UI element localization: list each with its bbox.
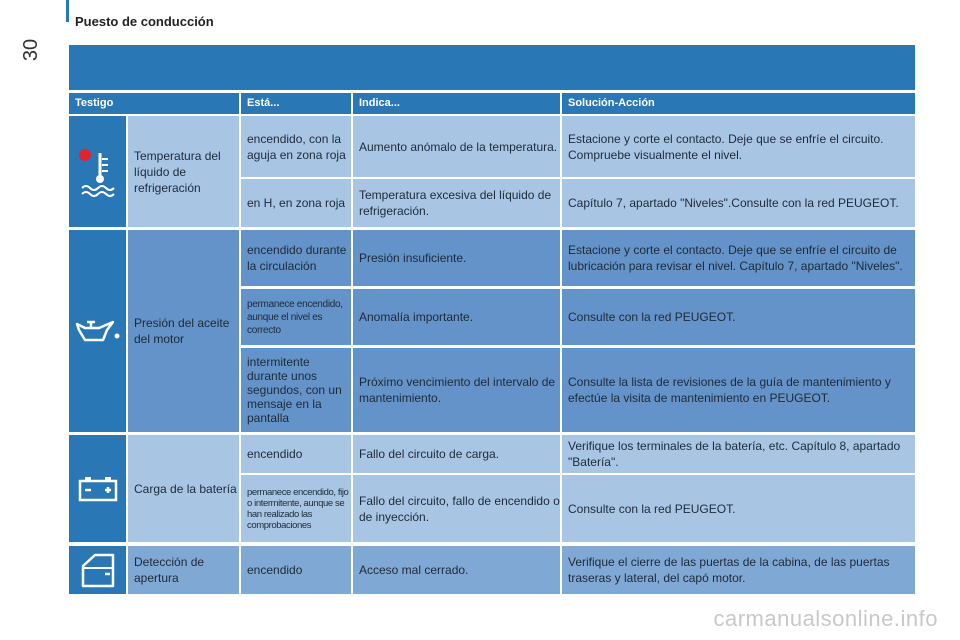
esta-cell: encendido — [241, 546, 351, 594]
solucion-cell: Estacione y corte el contacto. Deje que se enfríe el circuito de lubricación para revisar el nivel. Capítulo 7, apartado "Niveles". — [562, 230, 915, 286]
coolant-temperature-icon — [69, 116, 126, 227]
esta-cell: en H, en zona roja — [241, 179, 351, 227]
indica-cell: Acceso mal cerrado. — [353, 546, 560, 594]
esta-cell: encendido, con la aguja en zona roja — [241, 116, 351, 177]
battery-icon — [69, 435, 126, 542]
solucion-cell: Consulte la lista de revisiones de la guía de mantenimiento y efectúe la visita de mantenimiento en PEUGEOT. — [562, 348, 915, 432]
section-marker-bar — [66, 0, 69, 22]
solucion-cell: Capítulo 7, apartado "Niveles".Consulte con la red PEUGEOT. — [562, 179, 915, 227]
section-title: Puesto de conducción — [75, 14, 214, 29]
esta-cell: permanece encendido, aunque el nivel es correcto — [241, 289, 351, 345]
header-testigo: Testigo — [69, 93, 239, 114]
esta-cell: permanece encendido, fijo o intermitente, aunque se han realizado las comprobaciones — [241, 475, 351, 542]
esta-cell: encendido durante la circulación — [241, 230, 351, 286]
indica-cell: Fallo del circuito, fallo de encendido o de inyección. — [353, 475, 560, 542]
solucion-cell: Consulte con la red PEUGEOT. — [562, 475, 915, 542]
indica-cell: Temperatura excesiva del líquido de refrigeración. — [353, 179, 560, 227]
solucion-cell: Consulte con la red PEUGEOT. — [562, 289, 915, 345]
esta-cell: encendido — [241, 435, 351, 473]
door-open-icon — [69, 546, 126, 594]
page-number: 30 — [20, 38, 42, 62]
indica-cell: Presión insuficiente. — [353, 230, 560, 286]
header-solucion: Solución-Acción — [562, 93, 915, 114]
testigo-label: Temperatura del líquido de refrigeración — [128, 116, 239, 227]
solucion-cell: Estacione y corte el contacto. Deje que se enfríe el circuito. Compruebe visualmente el nivel. — [562, 116, 915, 177]
testigo-label: Detección de apertura — [128, 546, 239, 594]
header-esta: Está... — [241, 93, 351, 114]
indica-cell: Fallo del circuito de carga. — [353, 435, 560, 473]
watermark: carmanualsonline.info — [713, 606, 938, 631]
indica-cell: Aumento anómalo de la temperatura. — [353, 116, 560, 177]
oil-pressure-icon — [69, 230, 126, 432]
solucion-cell: Verifique los terminales de la batería, etc. Capítulo 8, apartado "Batería". — [562, 435, 915, 473]
header-indica: Indica... — [353, 93, 560, 114]
solucion-cell: Verifique el cierre de las puertas de la cabina, de las puertas traseras y lateral, del capó motor. — [562, 546, 915, 594]
esta-cell: intermitente durante unos segundos, con un mensaje en la pantalla — [241, 348, 351, 432]
indica-cell: Anomalía importante. — [353, 289, 560, 345]
testigo-label: Carga de la batería — [128, 435, 239, 542]
table-banner — [69, 45, 915, 90]
indica-cell: Próximo vencimiento del intervalo de mantenimiento. — [353, 348, 560, 432]
testigo-label: Presión del aceite del motor — [128, 230, 239, 432]
